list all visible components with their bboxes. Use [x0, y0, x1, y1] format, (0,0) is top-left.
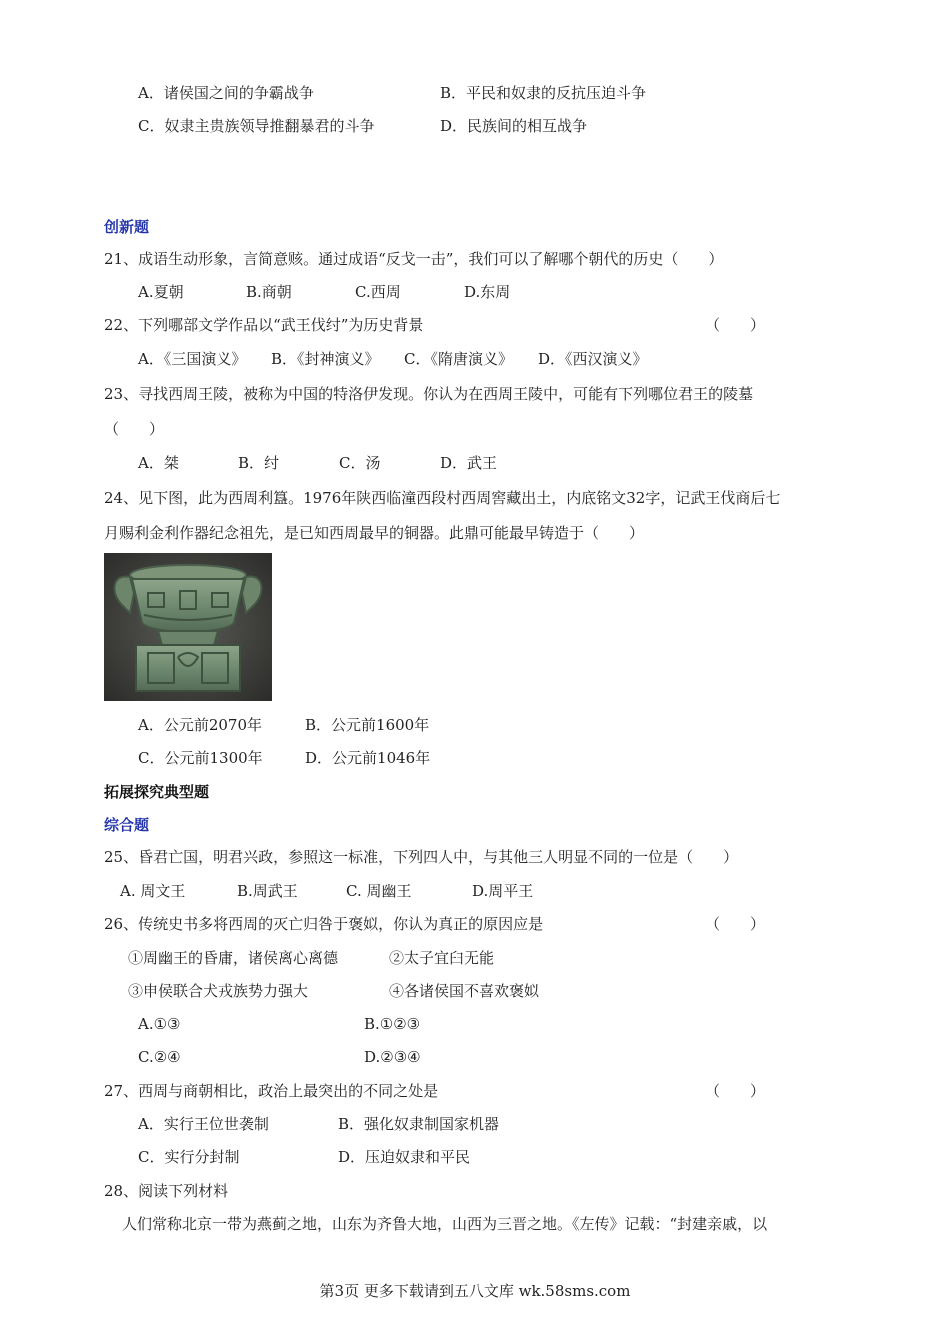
q23-text: 23、寻找西周王陵，被称为中国的特洛伊发现。你认为在西周王陵中，可能有下列哪位君王的陵墓 — [104, 385, 754, 403]
q26-statement-3: ③申侯联合犬戎族势力强大 — [128, 982, 309, 1000]
q24-option-d: D．公元前1046年 — [305, 749, 431, 767]
q27-option-d: D．压迫奴隶和平民 — [338, 1148, 471, 1166]
q26-statement-2: ②太子宜臼无能 — [389, 949, 495, 967]
page-footer: 第3页 更多下载请到五八文库 wk.58sms.com — [319, 1282, 631, 1300]
q25-option-b: B.周武王 — [237, 882, 298, 900]
q26-option-a: A.①③ — [138, 1015, 181, 1033]
q20-option-a: A．诸侯国之间的争霸战争 — [138, 84, 314, 102]
q24-text-line-1: 24、见下图，此为西周利簋。1976年陕西临潼西段村西周窖藏出土，内底铭文32字，记武王伐商后七 — [104, 489, 781, 507]
q20-option-c: C．奴隶主贵族领导推翻暴君的斗争 — [138, 117, 375, 135]
section-heading-innovation: 创新题 — [104, 218, 150, 236]
q21-text: 21、成语生动形象，言简意赅。通过成语“反戈一击”，我们可以了解哪个朝代的历史（ ） — [104, 250, 724, 268]
q21-option-c: C.西周 — [355, 283, 401, 301]
q24-option-b: B．公元前1600年 — [305, 716, 430, 734]
q24-option-a: A．公元前2070年 — [138, 716, 263, 734]
q26-statement-1: ①周幽王的昏庸，诸侯离心离德 — [128, 949, 339, 967]
q22-option-d: D．《西汉演义》 — [538, 350, 648, 368]
bronze-vessel-icon — [104, 553, 272, 701]
q27-answer-paren: （ ） — [705, 1082, 766, 1100]
section-heading-extension: 拓展探究典型题 — [104, 783, 210, 801]
q26-answer-paren: （ ） — [705, 915, 766, 933]
q27-text: 27、西周与商朝相比，政治上最突出的不同之处是 — [104, 1082, 439, 1100]
q26-statement-4: ④各诸侯国不喜欢褒姒 — [389, 982, 540, 1000]
q23-option-d: D．武王 — [440, 454, 498, 472]
q21-option-d: D.东周 — [464, 283, 511, 301]
q25-option-c: C. 周幽王 — [346, 882, 412, 900]
q24-text-line-2: 月赐利金利作器纪念祖先，是已知西周最早的铜器。此鼎可能最早铸造于（ ） — [104, 524, 645, 542]
q26-text: 26、传统史书多将西周的灭亡归咎于褒姒，你认为真正的原因应是 — [104, 915, 544, 933]
q20-option-b: B．平民和奴隶的反抗压迫斗争 — [440, 84, 647, 102]
q22-option-b: B．《封神演义》 — [271, 350, 380, 368]
q27-option-c: C．实行分封制 — [138, 1148, 240, 1166]
q25-text: 25、昏君亡国，明君兴政，参照这一标准，下列四人中，与其他三人明显不同的一位是（ ） — [104, 848, 739, 866]
q21-option-a: A.夏朝 — [138, 283, 184, 301]
section-heading-comprehensive: 综合题 — [104, 816, 150, 834]
q21-option-b: B.商朝 — [246, 283, 292, 301]
q27-option-a: A．实行王位世袭制 — [138, 1115, 269, 1133]
bronze-vessel-photo — [104, 553, 272, 701]
q22-option-a: A．《三国演义》 — [138, 350, 247, 368]
q23-option-b: B．纣 — [238, 454, 280, 472]
q28-material: 人们常称北京一带为燕蓟之地，山东为齐鲁大地，山西为三晋之地。《左传》记载：“封建亲戚，以 — [122, 1215, 768, 1233]
q22-text: 22、下列哪部文学作品以“武王伐纣”为历史背景 — [104, 316, 424, 334]
q24-option-c: C．公元前1300年 — [138, 749, 263, 767]
q22-option-c: C．《隋唐演义》 — [404, 350, 513, 368]
q20-option-d: D．民族间的相互战争 — [440, 117, 588, 135]
q26-option-b: B.①②③ — [364, 1015, 421, 1033]
q28-text: 28、阅读下列材料 — [104, 1182, 229, 1200]
q22-answer-paren: （ ） — [705, 316, 766, 334]
q26-option-c: C.②④ — [138, 1048, 181, 1066]
q23-option-a: A．桀 — [138, 454, 179, 472]
q23-answer-paren: （ ） — [104, 420, 165, 438]
q26-option-d: D.②③④ — [364, 1048, 421, 1066]
q25-option-a: A. 周文王 — [120, 882, 186, 900]
q25-option-d: D.周平王 — [472, 882, 534, 900]
q23-option-c: C．汤 — [339, 454, 381, 472]
q27-option-b: B．强化奴隶制国家机器 — [338, 1115, 500, 1133]
